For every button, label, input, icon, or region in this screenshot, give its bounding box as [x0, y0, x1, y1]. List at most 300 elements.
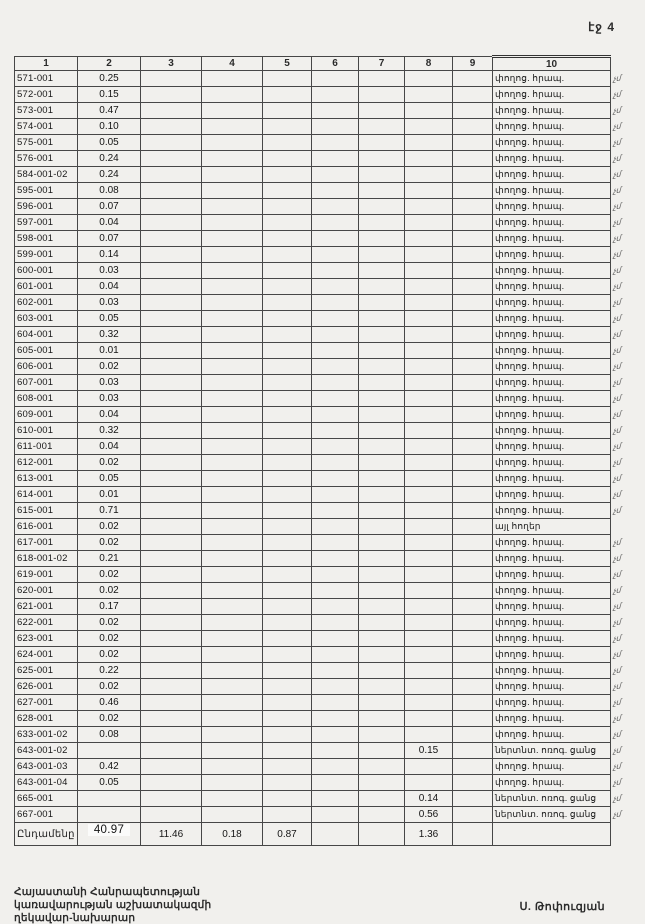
cell-empty	[202, 679, 263, 695]
cell-empty	[141, 439, 202, 455]
handwritten-mark: չմ	[612, 809, 621, 820]
cell-empty	[141, 791, 202, 807]
table-row	[15, 183, 641, 199]
cell-empty	[141, 567, 202, 583]
handwritten-mark: չմ	[612, 201, 621, 212]
cell-empty	[493, 823, 611, 846]
margin-gutter	[611, 823, 641, 846]
table-row	[15, 199, 641, 215]
cell-empty	[141, 135, 202, 151]
margin-mark	[611, 455, 641, 471]
handwritten-mark: չմ	[612, 361, 621, 372]
handwritten-mark: չմ	[612, 233, 621, 244]
cell-col8-value	[405, 359, 453, 375]
cell-empty	[141, 199, 202, 215]
cell-land-use: ներտնտ. ոռոգ. ցանց	[493, 807, 611, 823]
cell-parcel-code: 613-001	[15, 471, 78, 487]
cell-empty	[359, 599, 405, 615]
cell-empty	[312, 423, 359, 439]
cell-empty	[141, 679, 202, 695]
cell-empty	[312, 375, 359, 391]
column-header: 6	[312, 57, 359, 71]
cell-parcel-code: 624-001	[15, 647, 78, 663]
margin-mark	[611, 151, 641, 167]
cell-parcel-code: 618-001-02	[15, 551, 78, 567]
handwritten-mark: չմ	[612, 553, 621, 564]
cell-empty	[263, 583, 312, 599]
cell-land-use: փողոց. հրապ.	[493, 503, 611, 519]
margin-mark	[611, 535, 641, 551]
table-row	[15, 775, 641, 791]
cell-col8-value	[405, 103, 453, 119]
table-row	[15, 807, 641, 823]
table-row	[15, 487, 641, 503]
cell-area: 0.01	[78, 343, 141, 359]
cell-empty	[141, 247, 202, 263]
table-row	[15, 87, 641, 103]
cell-area	[78, 791, 141, 807]
cell-parcel-code: 572-001	[15, 87, 78, 103]
cell-empty	[453, 583, 493, 599]
cell-empty	[453, 775, 493, 791]
cell-empty	[312, 711, 359, 727]
cell-empty	[312, 503, 359, 519]
cell-empty	[263, 279, 312, 295]
cell-empty	[312, 791, 359, 807]
cell-land-use: փողոց. հրապ.	[493, 583, 611, 599]
cell-empty	[453, 791, 493, 807]
cell-empty	[202, 759, 263, 775]
cell-empty	[263, 87, 312, 103]
cell-area: 0.03	[78, 391, 141, 407]
cell-empty	[453, 471, 493, 487]
cell-empty	[312, 535, 359, 551]
margin-mark	[611, 647, 641, 663]
cell-land-use: այլ հողեր	[493, 519, 611, 535]
cell-empty	[263, 183, 312, 199]
cell-empty	[312, 87, 359, 103]
cell-empty	[263, 439, 312, 455]
cell-empty	[202, 183, 263, 199]
cell-col8-value	[405, 663, 453, 679]
cell-col8-value	[405, 167, 453, 183]
cell-empty	[359, 167, 405, 183]
cell-empty	[359, 215, 405, 231]
cell-col8-value: 0.14	[405, 791, 453, 807]
table-row	[15, 503, 641, 519]
cell-empty	[202, 727, 263, 743]
cell-empty	[202, 503, 263, 519]
cell-empty	[263, 519, 312, 535]
cell-empty	[202, 279, 263, 295]
table-row	[15, 551, 641, 567]
margin-mark	[611, 295, 641, 311]
handwritten-mark: չմ	[612, 297, 621, 308]
column-header: 1	[15, 57, 78, 71]
table-row	[15, 567, 641, 583]
margin-mark	[611, 695, 641, 711]
cell-empty	[202, 615, 263, 631]
table-row	[15, 247, 641, 263]
cell-land-use: փողոց. հրապ.	[493, 119, 611, 135]
margin-mark	[611, 103, 641, 119]
cell-area: 0.02	[78, 535, 141, 551]
cell-empty	[202, 807, 263, 823]
handwritten-mark: չմ	[612, 329, 621, 340]
cell-empty	[453, 439, 493, 455]
margin-mark	[611, 311, 641, 327]
cell-col8-value	[405, 215, 453, 231]
cell-col8-value	[405, 775, 453, 791]
table-row	[15, 695, 641, 711]
cell-empty	[359, 119, 405, 135]
cell-empty	[453, 423, 493, 439]
cell-parcel-code: 626-001	[15, 679, 78, 695]
cell-empty	[453, 679, 493, 695]
cell-empty	[202, 647, 263, 663]
cell-empty	[141, 711, 202, 727]
margin-mark	[611, 791, 641, 807]
margin-mark	[611, 583, 641, 599]
cell-col8-value	[405, 503, 453, 519]
cell-land-use: փողոց. հրապ.	[493, 183, 611, 199]
cell-area: 0.25	[78, 71, 141, 87]
cell-parcel-code: 595-001	[15, 183, 78, 199]
table-row	[15, 263, 641, 279]
cell-empty	[312, 71, 359, 87]
cell-empty	[312, 519, 359, 535]
cell-land-use: փողոց. հրապ.	[493, 727, 611, 743]
cell-empty	[453, 167, 493, 183]
cell-empty	[453, 535, 493, 551]
cell-empty	[453, 663, 493, 679]
cell-parcel-code: 584-001-02	[15, 167, 78, 183]
cell-empty	[141, 535, 202, 551]
cell-parcel-code: 627-001	[15, 695, 78, 711]
margin-mark	[611, 375, 641, 391]
table-row	[15, 471, 641, 487]
cell-col8-value	[405, 87, 453, 103]
table-row	[15, 743, 641, 759]
cell-area: 0.05	[78, 135, 141, 151]
handwritten-mark: չմ	[612, 793, 621, 804]
signature-name: Ս. Թոփուզյան	[519, 901, 605, 913]
footer-line-3: ղեկավար-նախարար	[14, 912, 136, 924]
cell-area: 0.02	[78, 631, 141, 647]
margin-mark	[611, 199, 641, 215]
cell-empty	[359, 759, 405, 775]
handwritten-mark: չմ	[612, 409, 621, 420]
cell-land-use: փողոց. հրապ.	[493, 263, 611, 279]
cell-empty	[453, 375, 493, 391]
margin-mark	[611, 663, 641, 679]
cell-col8-value	[405, 199, 453, 215]
cell-empty	[359, 823, 405, 846]
total-area	[78, 823, 141, 846]
table-row	[15, 439, 641, 455]
table-row	[15, 679, 641, 695]
total-value: 0.18	[202, 823, 263, 846]
cell-empty	[141, 327, 202, 343]
table-row	[15, 791, 641, 807]
cell-parcel-code: 616-001	[15, 519, 78, 535]
cell-col8-value	[405, 71, 453, 87]
cell-empty	[141, 631, 202, 647]
cell-empty	[202, 295, 263, 311]
cell-area: 0.03	[78, 263, 141, 279]
cell-empty	[141, 359, 202, 375]
cell-empty	[202, 487, 263, 503]
cell-col8-value	[405, 615, 453, 631]
handwritten-mark: չմ	[612, 649, 621, 660]
column-header: 7	[359, 57, 405, 71]
cell-parcel-code: 617-001	[15, 535, 78, 551]
cell-empty	[263, 231, 312, 247]
margin-mark	[611, 279, 641, 295]
cell-empty	[263, 119, 312, 135]
handwritten-mark: չմ	[612, 393, 621, 404]
margin-mark	[611, 615, 641, 631]
cell-empty	[141, 343, 202, 359]
cell-empty	[202, 423, 263, 439]
cell-empty	[312, 199, 359, 215]
cell-empty	[263, 455, 312, 471]
cell-empty	[359, 359, 405, 375]
handwritten-mark: չմ	[612, 601, 621, 612]
table-row	[15, 423, 641, 439]
handwritten-mark: չմ	[612, 681, 621, 692]
cell-col8-value	[405, 391, 453, 407]
cell-empty	[263, 535, 312, 551]
handwritten-mark: չմ	[612, 281, 621, 292]
cell-empty	[453, 71, 493, 87]
cell-parcel-code: 602-001	[15, 295, 78, 311]
cell-land-use: փողոց. հրապ.	[493, 151, 611, 167]
cell-land-use: փողոց. հրապ.	[493, 103, 611, 119]
cell-empty	[312, 263, 359, 279]
table-row	[15, 711, 641, 727]
page-number: էջ 4	[588, 20, 615, 34]
cell-parcel-code: 573-001	[15, 103, 78, 119]
cell-empty	[453, 743, 493, 759]
margin-mark	[611, 247, 641, 263]
cell-empty	[453, 279, 493, 295]
table-row	[15, 519, 641, 535]
cell-empty	[141, 503, 202, 519]
cell-col8-value	[405, 567, 453, 583]
cell-parcel-code: 598-001	[15, 231, 78, 247]
cell-empty	[141, 759, 202, 775]
cell-parcel-code: 643-001-04	[15, 775, 78, 791]
cell-col8-value	[405, 439, 453, 455]
cell-parcel-code: 608-001	[15, 391, 78, 407]
table-row	[15, 135, 641, 151]
cell-empty	[359, 503, 405, 519]
cell-empty	[202, 103, 263, 119]
cell-area: 0.02	[78, 567, 141, 583]
column-header: 4	[202, 57, 263, 71]
cell-col8-value	[405, 631, 453, 647]
cell-land-use: փողոց. հրապ.	[493, 311, 611, 327]
cell-empty	[453, 103, 493, 119]
cell-empty	[312, 727, 359, 743]
cell-area: 0.03	[78, 295, 141, 311]
cell-col8-value	[405, 727, 453, 743]
handwritten-mark: չմ	[612, 169, 621, 180]
cell-empty	[453, 231, 493, 247]
cell-empty	[453, 119, 493, 135]
table-row	[15, 599, 641, 615]
handwritten-mark: չմ	[612, 697, 621, 708]
cell-land-use: փողոց. հրապ.	[493, 375, 611, 391]
cell-empty	[202, 599, 263, 615]
cell-empty	[263, 711, 312, 727]
cell-empty	[202, 71, 263, 87]
handwritten-mark: չմ	[612, 761, 621, 772]
cell-col8-value	[405, 455, 453, 471]
cell-land-use: փողոց. հրապ.	[493, 455, 611, 471]
total-value: 11.46	[141, 823, 202, 846]
cell-empty	[263, 247, 312, 263]
cell-empty	[141, 775, 202, 791]
cell-parcel-code: 575-001	[15, 135, 78, 151]
cell-empty	[453, 759, 493, 775]
cell-empty	[359, 631, 405, 647]
cell-area: 0.21	[78, 551, 141, 567]
cell-empty	[263, 599, 312, 615]
cell-parcel-code: 596-001	[15, 199, 78, 215]
cell-empty	[312, 631, 359, 647]
column-header: 5	[263, 57, 312, 71]
cell-empty	[359, 551, 405, 567]
cell-parcel-code: 628-001	[15, 711, 78, 727]
cell-empty	[141, 647, 202, 663]
cell-col8-value	[405, 407, 453, 423]
cell-parcel-code: 623-001	[15, 631, 78, 647]
cell-col8-value	[405, 471, 453, 487]
cell-empty	[359, 103, 405, 119]
cell-empty	[312, 471, 359, 487]
cell-col8-value	[405, 295, 453, 311]
cell-empty	[202, 135, 263, 151]
cell-empty	[453, 599, 493, 615]
cell-area: 0.10	[78, 119, 141, 135]
cell-land-use: փողոց. հրապ.	[493, 487, 611, 503]
handwritten-mark: չմ	[612, 249, 621, 260]
cell-area: 0.02	[78, 519, 141, 535]
table-row	[15, 295, 641, 311]
cell-area: 0.02	[78, 679, 141, 695]
cell-empty	[453, 215, 493, 231]
margin-mark	[611, 119, 641, 135]
cell-area: 0.05	[78, 311, 141, 327]
cell-empty	[312, 455, 359, 471]
cell-parcel-code: 665-001	[15, 791, 78, 807]
cell-empty	[312, 823, 359, 846]
cell-empty	[202, 87, 263, 103]
cell-empty	[312, 567, 359, 583]
handwritten-mark: չմ	[612, 217, 621, 228]
cell-empty	[141, 311, 202, 327]
cell-area	[78, 743, 141, 759]
cell-empty	[141, 695, 202, 711]
margin-mark	[611, 711, 641, 727]
cell-col8-value	[405, 647, 453, 663]
cell-empty	[141, 295, 202, 311]
cell-parcel-code: 615-001	[15, 503, 78, 519]
cell-empty	[453, 135, 493, 151]
cell-empty	[359, 423, 405, 439]
cell-area: 0.08	[78, 183, 141, 199]
handwritten-mark: չմ	[612, 457, 621, 468]
table-row	[15, 231, 641, 247]
cell-empty	[263, 487, 312, 503]
cell-empty	[263, 727, 312, 743]
margin-mark	[611, 327, 641, 343]
table-row	[15, 583, 641, 599]
cell-parcel-code: 611-001	[15, 439, 78, 455]
cell-empty	[202, 375, 263, 391]
cell-empty	[359, 407, 405, 423]
cell-empty	[141, 727, 202, 743]
table-row	[15, 375, 641, 391]
cell-empty	[359, 743, 405, 759]
cell-empty	[312, 487, 359, 503]
margin-gutter	[611, 57, 641, 71]
cell-parcel-code: 620-001	[15, 583, 78, 599]
margin-mark	[611, 343, 641, 359]
cell-empty	[141, 119, 202, 135]
cell-empty	[453, 151, 493, 167]
cell-col8-value	[405, 551, 453, 567]
cell-empty	[141, 487, 202, 503]
cell-empty	[141, 407, 202, 423]
cell-empty	[359, 375, 405, 391]
cell-empty	[359, 647, 405, 663]
cell-parcel-code: 612-001	[15, 455, 78, 471]
cell-land-use: փողոց. հրապ.	[493, 199, 611, 215]
cell-area: 0.04	[78, 439, 141, 455]
table-row	[15, 167, 641, 183]
cell-land-use: փողոց. հրապ.	[493, 439, 611, 455]
cell-empty	[312, 103, 359, 119]
cell-area: 0.07	[78, 199, 141, 215]
cell-empty	[263, 311, 312, 327]
cell-parcel-code: 610-001	[15, 423, 78, 439]
cell-empty	[263, 663, 312, 679]
margin-mark	[611, 679, 641, 695]
cell-empty	[263, 215, 312, 231]
handwritten-mark: չմ	[612, 489, 621, 500]
cell-land-use: փողոց. հրապ.	[493, 359, 611, 375]
cell-empty	[312, 215, 359, 231]
cell-empty	[359, 343, 405, 359]
cell-empty	[453, 807, 493, 823]
margin-mark	[611, 439, 641, 455]
cell-empty	[359, 199, 405, 215]
footer-line-1: Հայաստանի Հանրապետության	[14, 886, 201, 898]
cell-empty	[359, 135, 405, 151]
cell-parcel-code: 571-001	[15, 71, 78, 87]
margin-mark	[611, 775, 641, 791]
cell-empty	[359, 567, 405, 583]
cell-area: 0.03	[78, 375, 141, 391]
margin-mark	[611, 263, 641, 279]
cell-empty	[202, 199, 263, 215]
margin-mark	[611, 519, 641, 535]
cell-empty	[312, 647, 359, 663]
cell-empty	[141, 375, 202, 391]
